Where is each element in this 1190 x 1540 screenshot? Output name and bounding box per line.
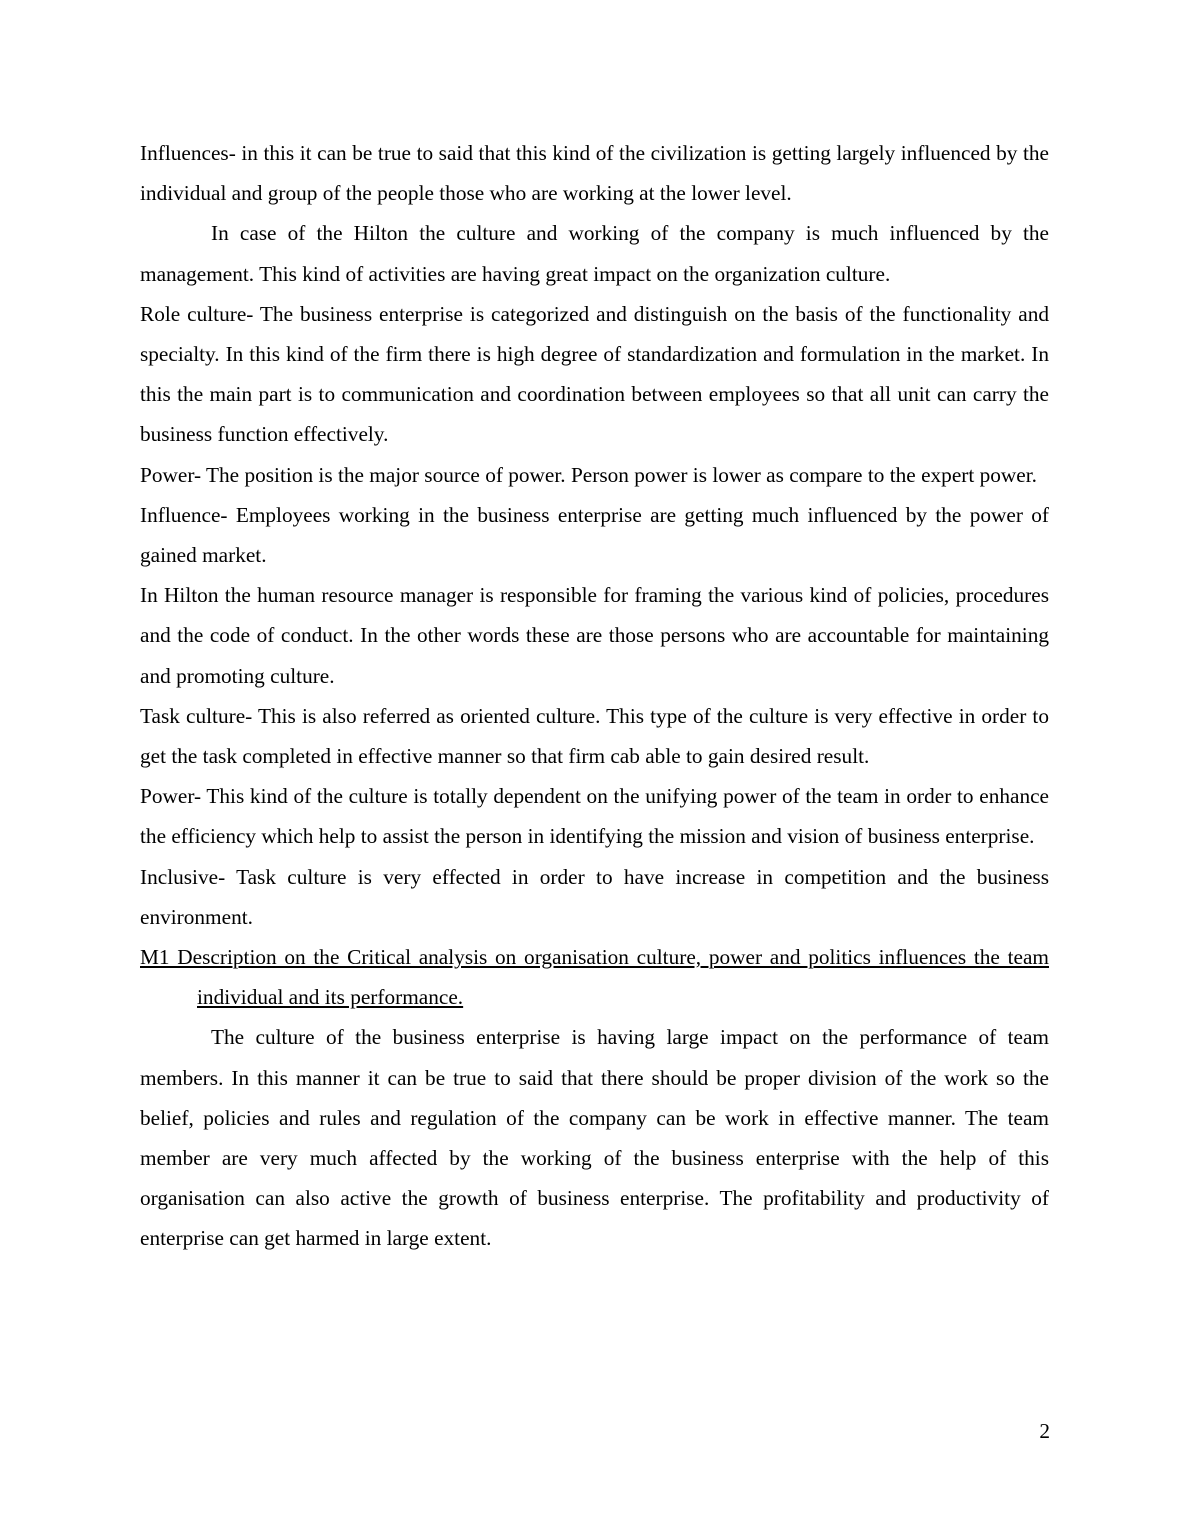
- paragraph-influence-employees: Influence- Employees working in the business enterprise are getting much influenced by the power of gained market.: [140, 502, 1049, 568]
- paragraph-role-culture: Role culture- The business enterprise is categorized and distinguish on the basis of the functionality and specialty. In this kind of the firm there is high degree of standardization and formulation in the market. In this the main part is to communication and coordination between employees so that all unit can carry the business function effectively.: [140, 301, 1049, 447]
- document-body: [140, 133, 1049, 1259]
- paragraph-hilton-management: In case of the Hilton the culture and working of the company is much influenced by the management. This kind of activities are having great impact on the organization culture.: [140, 221, 1049, 286]
- page-number: 2: [1039, 1419, 1050, 1443]
- paragraph-power-position: Power- The position is the major source of power. Person power is lower as compare to the expert power.: [140, 462, 1037, 487]
- paragraph-inclusive: Inclusive- Task culture is very effected in order to have increase in competition and the business environment.: [140, 864, 1049, 929]
- section-heading-m1: M1 Description on the Critical analysis on organisation culture, power and politics influences the team individual and its performance.: [140, 945, 1049, 1010]
- paragraph-closing: The culture of the business enterprise is having large impact on the performance of team members. In this manner it can be true to said that there should be proper division of the work so the belief, policies and rules and regulation of the company can be work in effective manner. The team member are very much affected by the working of the business enterprise with the help of this organisation can also active the growth of business enterprise. The profitability and productivity of enterprise can get harmed in large extent.: [140, 1025, 1049, 1251]
- paragraph-power-team: Power- This kind of the culture is totally dependent on the unifying power of the team in order to enhance the efficiency which help to assist the person in identifying the mission and vision of business enterprise.: [140, 784, 1049, 849]
- paragraph-hilton-hr: In Hilton the human resource manager is responsible for framing the various kind of policies, procedures and the code of conduct. In the other words these are those persons who are accountable for maintaining and promoting culture.: [140, 583, 1049, 688]
- paragraph-influences: Influences- in this it can be true to said that this kind of the civilization is getting largely influenced by the individual and group of the people those who are working at the lower level.: [140, 141, 1049, 206]
- paragraph-task-culture: Task culture- This is also referred as oriented culture. This type of the culture is very effective in order to get the task completed in effective manner so that firm cab able to gain desired result.: [140, 703, 1049, 769]
